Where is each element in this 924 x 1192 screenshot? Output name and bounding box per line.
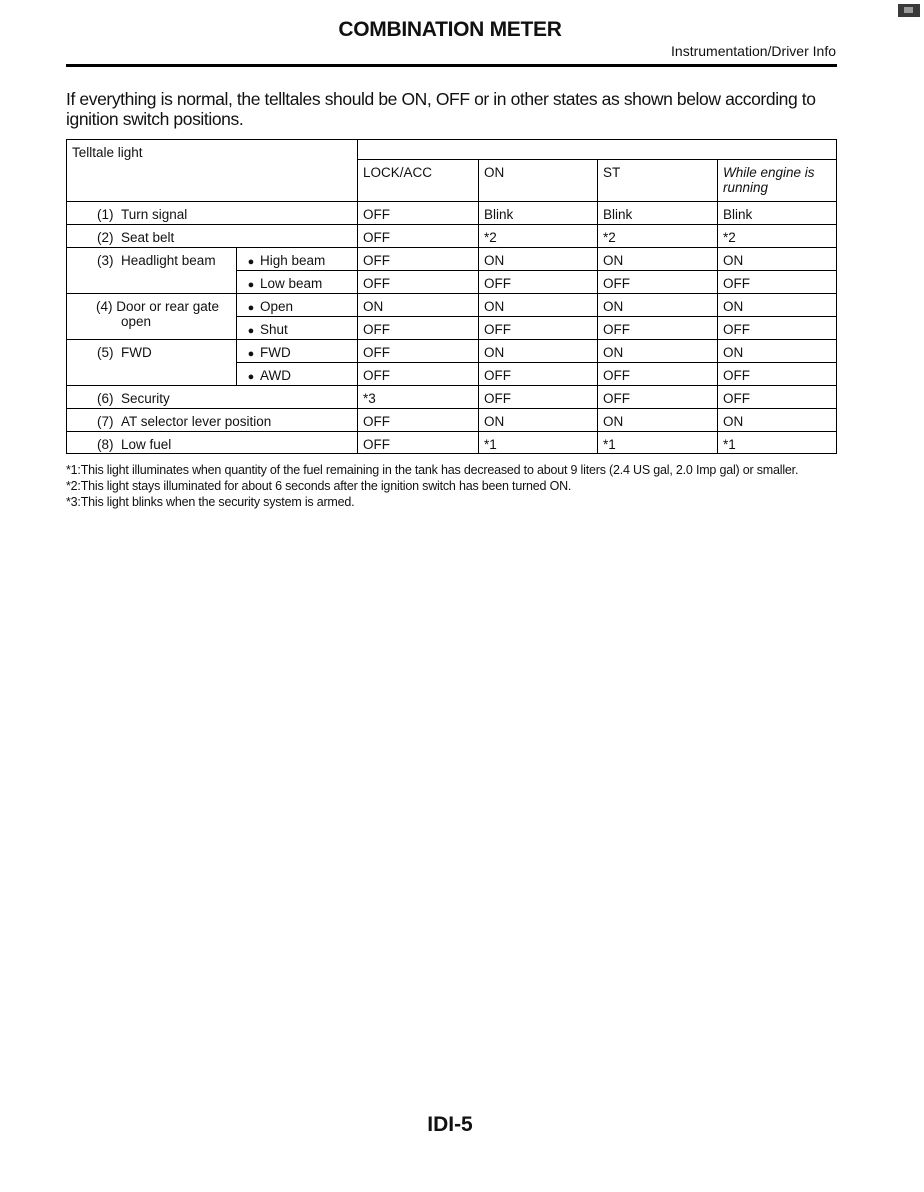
table-cell: OFF bbox=[357, 225, 478, 248]
row-label: Security bbox=[121, 391, 170, 406]
bullet-icon: ● bbox=[247, 325, 255, 337]
table-head-col-label: While engine is running bbox=[723, 165, 815, 195]
table-head-col-label: ST bbox=[603, 165, 621, 180]
table-cell: ON bbox=[597, 248, 717, 271]
telltale-table bbox=[66, 139, 837, 454]
corner-scan-mark bbox=[898, 4, 920, 17]
row-label: AT selector lever position bbox=[121, 414, 272, 429]
row-number: (7) bbox=[97, 414, 114, 429]
page-title: COMBINATION METER bbox=[338, 18, 562, 41]
table-head-col-st bbox=[597, 159, 717, 202]
table-head-label bbox=[66, 139, 357, 202]
table-row-name bbox=[66, 432, 357, 454]
table-head-col-running bbox=[717, 159, 837, 202]
table-row-name bbox=[66, 225, 357, 248]
table-cell: ON bbox=[478, 248, 597, 271]
bullet-icon: ● bbox=[247, 302, 255, 314]
table-head-col-lock bbox=[357, 159, 478, 202]
table-row-name bbox=[66, 294, 236, 340]
table-cell: OFF bbox=[357, 432, 478, 454]
table-head-label-text: Telltale light bbox=[72, 145, 143, 160]
table-cell: *1 bbox=[717, 432, 837, 454]
table-cell: *2 bbox=[717, 225, 837, 248]
table-cell: OFF bbox=[717, 317, 837, 340]
table-head-col-label: LOCK/ACC bbox=[363, 165, 433, 180]
row-number: (6) bbox=[97, 391, 114, 406]
table-sub-cell bbox=[236, 294, 357, 317]
table-cell: OFF bbox=[357, 409, 478, 432]
row-number: (3) bbox=[97, 253, 114, 268]
row-label: Low fuel bbox=[121, 437, 172, 452]
row-number: (8) bbox=[97, 437, 114, 452]
table-head-col-on bbox=[478, 159, 597, 202]
table-cell: ON bbox=[597, 409, 717, 432]
table-cell: OFF bbox=[597, 386, 717, 409]
table-row-name bbox=[66, 386, 357, 409]
table-cell: ON bbox=[597, 340, 717, 363]
row-label: Turn signal bbox=[121, 207, 188, 222]
bullet-icon: ● bbox=[247, 348, 255, 360]
page-number: IDI-5 bbox=[427, 1113, 473, 1136]
table-cell: Blink bbox=[717, 202, 837, 225]
table-cell: ON bbox=[717, 294, 837, 317]
bullet-icon: ● bbox=[247, 279, 255, 291]
table-cell: OFF bbox=[717, 386, 837, 409]
table-sub-cell bbox=[236, 340, 357, 363]
table-cell: OFF bbox=[357, 271, 478, 294]
table-cell: *2 bbox=[597, 225, 717, 248]
table-row-name bbox=[66, 409, 357, 432]
table-sub-cell bbox=[236, 248, 357, 271]
row-number: (1) bbox=[97, 207, 114, 222]
table-cell: OFF bbox=[478, 386, 597, 409]
row-number: (2) bbox=[97, 230, 114, 245]
bullet-icon: ● bbox=[247, 371, 255, 383]
row-number: (5) bbox=[97, 345, 114, 360]
sub-label: Open bbox=[260, 299, 294, 314]
sub-label: High beam bbox=[260, 253, 326, 268]
row-label: Headlight beam bbox=[121, 253, 216, 268]
intro-paragraph: If everything is normal, the telltales should be ON, OFF or in other states as shown below according to ignition switch positions. bbox=[66, 89, 816, 129]
table-cell: OFF bbox=[478, 271, 597, 294]
footnote: *1:This light illuminates when quantity of the fuel remaining in the tank has decreased to about 9 liters (2.4 US gal, 2.0 Imp gal) or smaller. bbox=[66, 463, 799, 477]
table-head-group bbox=[357, 139, 837, 159]
footnote: *3:This light blinks when the security system is armed. bbox=[66, 495, 355, 509]
footnotes bbox=[66, 463, 846, 511]
table-cell: ON bbox=[478, 340, 597, 363]
table-cell: OFF bbox=[597, 317, 717, 340]
table-sub-cell bbox=[236, 271, 357, 294]
table-cell: ON bbox=[478, 409, 597, 432]
table-cell: Blink bbox=[478, 202, 597, 225]
row-label: Seat belt bbox=[121, 230, 175, 245]
header-rule bbox=[66, 64, 837, 67]
table-cell: OFF bbox=[717, 363, 837, 386]
row-number: (4) bbox=[96, 299, 113, 314]
table-cell: ON bbox=[717, 340, 837, 363]
table-row-name bbox=[66, 340, 236, 386]
section-label: Instrumentation/Driver Info bbox=[671, 43, 836, 59]
table-cell: OFF bbox=[357, 363, 478, 386]
table-cell: OFF bbox=[478, 363, 597, 386]
table-row-name bbox=[66, 248, 236, 294]
row-label: FWD bbox=[121, 345, 152, 360]
table-cell: OFF bbox=[357, 202, 478, 225]
sub-label: Low beam bbox=[260, 276, 323, 291]
table-cell: *1 bbox=[478, 432, 597, 454]
table-sub-cell bbox=[236, 317, 357, 340]
table-cell: OFF bbox=[597, 271, 717, 294]
table-row-name bbox=[66, 202, 357, 225]
table-cell: OFF bbox=[478, 317, 597, 340]
sub-label: FWD bbox=[260, 345, 291, 360]
table-cell: OFF bbox=[357, 248, 478, 271]
table-cell: Blink bbox=[597, 202, 717, 225]
table-cell: ON bbox=[597, 294, 717, 317]
bullet-icon: ● bbox=[247, 256, 255, 268]
table-cell: *3 bbox=[357, 386, 478, 409]
footnote: *2:This light stays illuminated for about 6 seconds after the ignition switch has been turned ON. bbox=[66, 479, 572, 493]
sub-label: Shut bbox=[260, 322, 288, 337]
table-cell: ON bbox=[717, 248, 837, 271]
table-head-col-label: ON bbox=[484, 165, 505, 180]
table-sub-cell bbox=[236, 363, 357, 386]
table-cell: OFF bbox=[717, 271, 837, 294]
table-cell: ON bbox=[717, 409, 837, 432]
table-cell: OFF bbox=[357, 317, 478, 340]
sub-label: AWD bbox=[260, 368, 291, 383]
table-cell: OFF bbox=[597, 363, 717, 386]
table-cell: OFF bbox=[357, 340, 478, 363]
table-cell: ON bbox=[478, 294, 597, 317]
table-cell: *2 bbox=[478, 225, 597, 248]
row-label: Door or rear gate open bbox=[116, 299, 220, 329]
table-cell: ON bbox=[357, 294, 478, 317]
table-cell: *1 bbox=[597, 432, 717, 454]
